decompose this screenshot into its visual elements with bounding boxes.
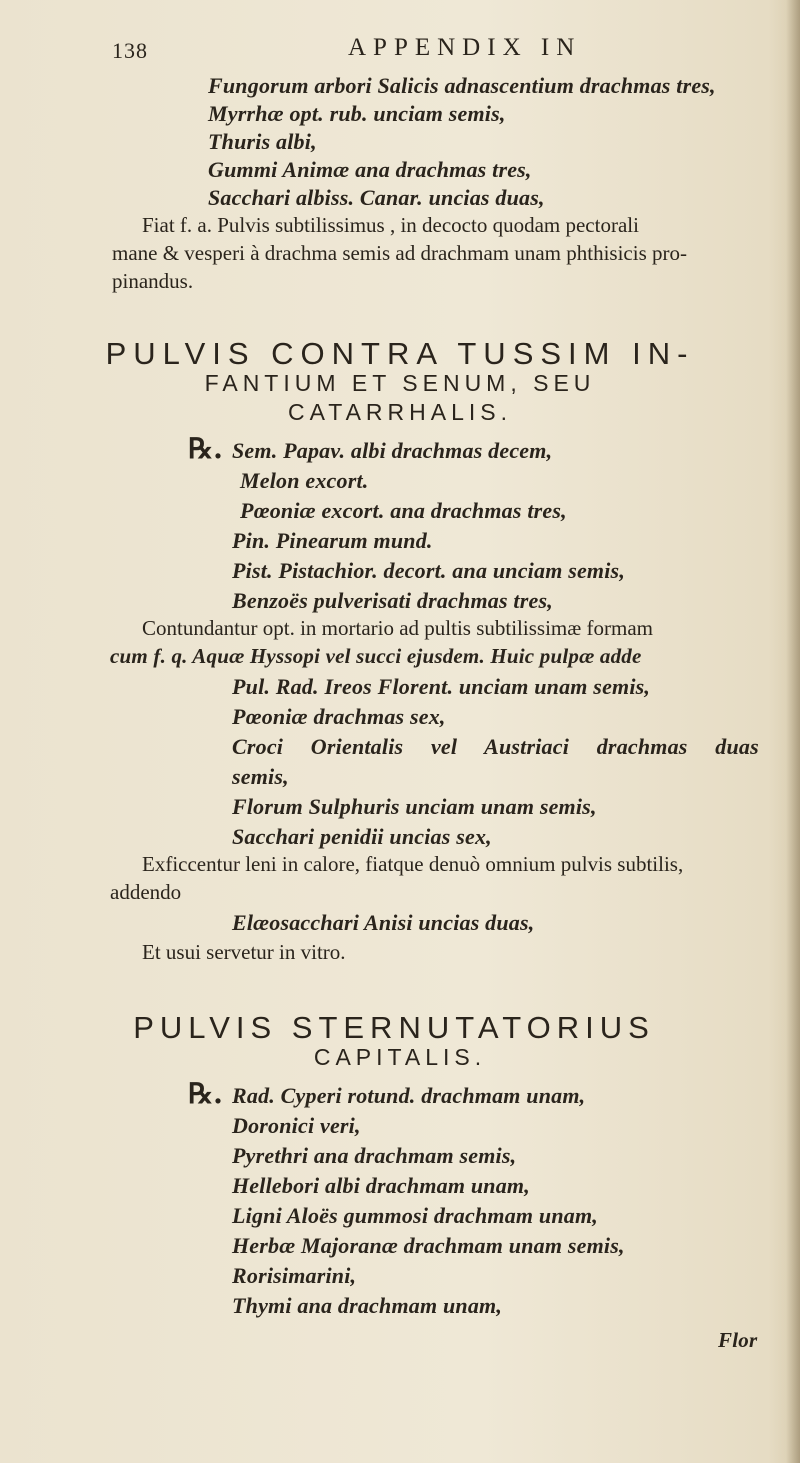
ingredient-line: Thuris albi, [208,129,317,154]
recipe-symbol-icon: ℞. [188,432,223,465]
page-edge-shadow [786,0,800,1463]
body-line: cum f. q. Aquæ Hyssopi vel succi ejusdem. Huic pulpæ adde [110,644,642,668]
ingredient-line: Gummi Animæ ana drachmas tres, [208,157,532,182]
ingredient-line: Ligni Aloës gummosi drachmam unam, [232,1203,598,1228]
ingredient-line: Hellebori albi drachmam unam, [232,1173,530,1198]
ingredient-line: Sem. Papav. albi drachmas decem, [232,438,553,463]
ingredient-line: Sacchari penidii uncias sex, [232,824,492,849]
page-header [112,32,632,68]
instruction-line: pinandus. [112,269,194,293]
section-title: CAPITALIS. [313,1044,487,1070]
ingredient-line: Croci Orientalis vel Austriaci drachmas duas [232,734,759,759]
ingredient-line: Pyrethri ana drachmam semis, [232,1143,517,1168]
instruction-line: Fiat f. a. Pulvis subtilissimus , in decocto quodam pectorali [142,213,639,237]
ingredient-line: Pist. Pistachior. decort. ana unciam semis, [232,558,626,583]
section-title: FANTIUM ET SENUM, SEU [204,370,596,396]
ingredient-line: Melon excort. [240,468,369,493]
instruction-line: mane & vesperi à drachma semis ad drachmam unam phthisicis pro- [112,241,687,265]
ingredient-line: Florum Sulphuris unciam unam semis, [232,794,597,819]
section-title: PULVIS STERNUTATORIUS [133,1010,655,1045]
ingredient-line: Elæosacchari Anisi uncias duas, [232,910,535,935]
body-line: Contundantur opt. in mortario ad pultis subtilissimæ formam [142,616,653,640]
ingredient-line: Herbæ Majoranæ drachmam unam semis, [232,1233,625,1258]
body-line: addendo [110,880,182,904]
body-line: Exficcentur leni in calore, fiatque denuò omnium pulvis subtilis, [142,852,684,876]
ingredient-line: semis, [232,764,289,789]
ingredient-line: Benzoës pulverisati drachmas tres, [232,588,553,613]
running-head: APPENDIX IN [348,34,582,61]
ingredient-line: Thymi ana drachmam unam, [232,1293,503,1318]
body-line: Et usui servetur in vitro. [142,940,346,964]
section-title: CATARRHALIS. [287,399,512,425]
ingredient-line: Pœoniæ excort. ana drachmas tres, [240,498,567,523]
catchword: Flor [718,1328,758,1352]
ingredient-line: Myrrhæ opt. rub. unciam semis, [208,101,506,126]
ingredient-line: Pœoniæ drachmas sex, [232,704,446,729]
recipe-symbol-icon: ℞. [188,1077,223,1110]
ingredient-line: Rorisimarini, [232,1263,357,1288]
ingredient-line: Sacchari albiss. Canar. uncias duas, [208,185,545,210]
section-title: PULVIS CONTRA TUSSIM IN- [105,336,695,371]
page-number: 138 [112,38,148,63]
ingredient-line: Fungorum arbori Salicis adnascentium drachmas tres, [208,73,716,98]
ingredient-line: Rad. Cyperi rotund. drachmam unam, [232,1083,586,1108]
ingredient-line: Pul. Rad. Ireos Florent. unciam unam semis, [232,674,651,699]
ingredient-line: Doronici veri, [232,1113,361,1138]
ingredient-line: Pin. Pinearum mund. [232,528,433,553]
